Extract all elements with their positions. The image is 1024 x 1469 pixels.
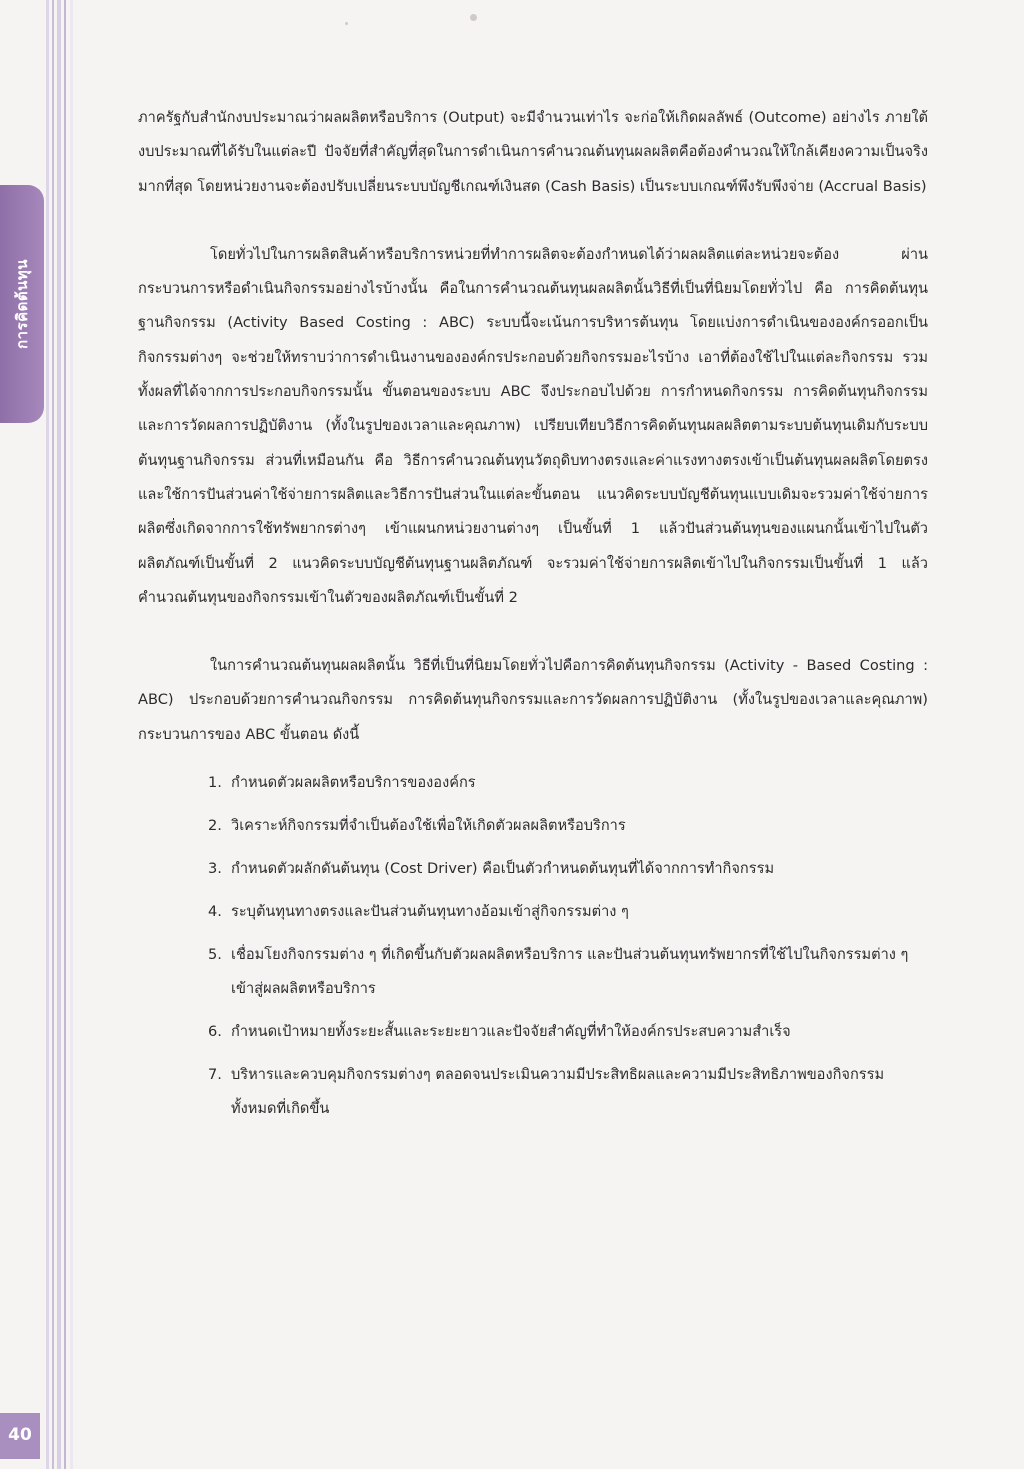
section-tab-label: การคิดต้นทุน [13,259,31,349]
list-item [208,766,928,800]
list-item [208,1058,928,1126]
list-item-text: กำหนดเป้าหมายทั้งระยะสั้นและระยะยาวและปัจจัยสำคัญที่ทำให้องค์กรประสบความสำเร็จ [231,1023,791,1041]
margin-rule [70,0,73,1469]
paragraph-gap [138,615,928,649]
list-item-number: 4. [208,903,222,921]
paper-speck [470,14,477,21]
list-item [208,895,928,929]
list-item-number: 2. [208,817,222,835]
margin-rule [64,0,66,1469]
list-item-text: วิเคราะห์กิจกรรมที่จำเป็นต้องใช้เพื่อให้เกิดตัวผลผลิตหรือบริการ [231,817,626,835]
list-item [208,852,928,886]
list-item-text: บริหารและควบคุมกิจกรรมต่างๆ ตลอดจนประเมินความมีประสิทธิผลและความมีประสิทธิภาพของกิจกรรมทั้งหมดที่เกิดขึ้น [231,1066,885,1118]
list-item [208,809,928,843]
margin-rule [46,0,49,1469]
margin-rule [52,0,54,1469]
list-item-number: 1. [208,774,222,792]
list-item-text: กำหนดตัวผลผลิตหรือบริการขององค์กร [231,774,476,792]
list-item-number: 5. [208,946,222,964]
list-item-text: ระบุต้นทุนทางตรงและปันส่วนต้นทุนทางอ้อมเข้าสู่กิจกรรมต่าง ๆ [231,903,629,921]
list-item-text: เชื่อมโยงกิจกรรมต่าง ๆ ที่เกิดขึ้นกับตัวผลผลิตหรือบริการ และปันส่วนต้นทุนทรัพยากรที่ใช้ไปในกิจกรรมต่าง ๆ เข้าสู่ผลผลิตหรือบริการ [231,946,909,998]
margin-rule [57,0,61,1469]
paper-speck [345,22,348,25]
list-item [208,938,928,1006]
list-item-text: กำหนดตัวผลักดันต้นทุน (Cost Driver) คือเป็นตัวกำหนดต้นทุนที่ได้จากการทำกิจกรรม [231,860,775,878]
list-item-number: 3. [208,860,222,878]
page-body [138,101,928,1135]
paragraph-intro: ภาครัฐกับสำนักงบประมาณว่าผลผลิตหรือบริการ (Output) จะมีจำนวนเท่าไร จะก่อให้เกิดผลลัพธ์ (Outcome) อย่างไร ภายใต้งบประมาณที่ได้รับในแต่ละปี ปัจจัยที่สำคัญที่สุดในการดำเนินการคำนวณต้นทุนผลผลิตคือต้องคำนวณให้ใกล้เคียงความเป็นจริงมากที่สุด โดยหน่วยงานจะต้องปรับเปลี่ยนระบบบัญชีเกณฑ์เงินสด (Cash Basis) เป็นระบบเกณฑ์พึงรับพึงจ่าย (Accrual Basis) [138,109,928,195]
list-item-number: 6. [208,1023,222,1041]
paragraph-gap [138,204,928,238]
list-item [208,1015,928,1049]
paragraph-abc-overview: โดยทั่วไปในการผลิตสินค้าหรือบริการหน่วยที่ทำการผลิตจะต้องกำหนดได้ว่าผลผลิตแต่ละหน่วยจะต้อง ผ่านกระบวนการหรือดำเนินกิจกรรมอย่างไรบ้างนั้น คือในการคำนวณต้นทุนผลผลิตนั้นวิธีที่เป็นที่นิยมโดยทั่วไป คือ การคิดต้นทุนฐานกิจกรรม (Activity Based Costing : ABC) ระบบนี้จะเน้นการบริหารต้นทุน โดยแบ่งการดำเนินขององค์กรออกเป็นกิจกรรมต่างๆ จะช่วยให้ทราบว่าการดำเนินงานขององค์กรประกอบด้วยกิจกรรมอะไรบ้าง เอาที่ต้องใช้ไปในแต่ละกิจกรรม รวมทั้งผลที่ได้จากการประกอบกิจกรรมนั้น ขั้นตอนของระบบ ABC จึงประกอบไปด้วย การกำหนดกิจกรรม การคิดต้นทุนกิจกรรม และการวัดผลการปฏิบัติงาน (ทั้งในรูปของเวลาและคุณภาพ) เปรียบเทียบวิธีการคิดต้นทุนผลผลิตตามระบบต้นทุนเดิมกับระบบต้นทุนฐานกิจกรรม ส่วนที่เหมือนกัน คือ วิธีการคำนวณต้นทุนวัตถุดิบทางตรงและค่าแรงทางตรงเข้าเป็นต้นทุนผลผลิตโดยตรง และใช้การปันส่วนค่าใช้จ่ายการผลิตและวิธีการปันส่วนในแต่ละขั้นตอน แนวคิดระบบบัญชีต้นทุนแบบเดิมจะรวมค่าใช้จ่ายการผลิตซึ่งเกิดจากการใช้ทรัพยากรต่างๆ เข้าแผนกหน่วยงานต่างๆ เป็นขั้นที่ 1 แล้วปันส่วนต้นทุนของแผนกนั้นเข้าไปในตัวผลิตภัณฑ์เป็นขั้นที่ 2 แนวคิดระบบบัญชีต้นทุนฐานผลิตภัณฑ์ จะรวมค่าใช้จ่ายการผลิตเข้าไปในกิจกรรมเป็นขั้นที่ 1 แล้วคำนวณต้นทุนของกิจกรรมเข้าในตัวของผลิตภัณฑ์เป็นขั้นที่ 2 [138,245,928,606]
abc-steps-list [208,766,928,1126]
list-item-number: 7. [208,1066,222,1084]
page-number: 40 [8,1425,32,1445]
paragraph-abc-process: ในการคำนวณต้นทุนผลผลิตนั้น วิธีที่เป็นที่นิยมโดยทั่วไปคือการคิดต้นทุนกิจกรรม (Activity - Based Costing : ABC) ประกอบด้วยการคำนวณกิจกรรม การคิดต้นทุนกิจกรรมและการวัดผลการปฏิบัติงาน (ทั้งในรูปของเวลาและคุณภาพ) กระบวนการของ ABC ขั้นตอน ดังนี้ [138,657,928,743]
